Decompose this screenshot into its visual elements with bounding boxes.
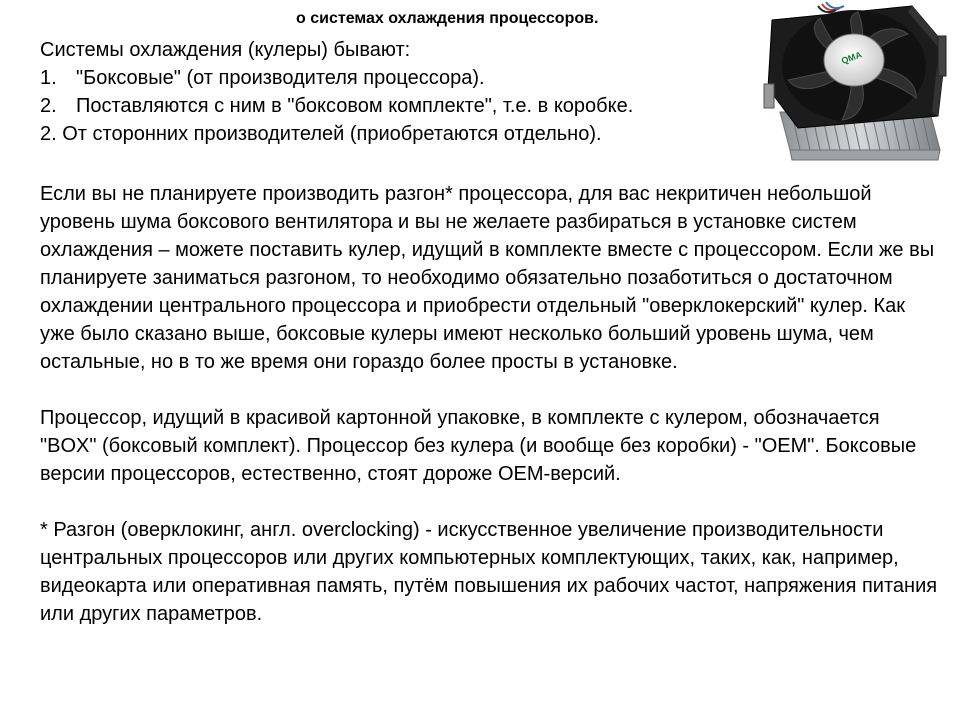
- fan-wires: [818, 2, 844, 12]
- list-item-number: 2.: [40, 95, 57, 117]
- list-item: [40, 92, 780, 120]
- intro-list: [40, 36, 780, 148]
- list-item-text: Поставляются с ним в "боксовом комплекте", т.е. в коробке.: [76, 95, 634, 117]
- cpu-cooler-image: [762, 0, 948, 172]
- fan-hub: [824, 34, 884, 86]
- list-item-number: 1.: [40, 67, 57, 89]
- slide-title: о системах охлаждения процессоров.: [296, 10, 599, 27]
- list-item: [40, 64, 780, 92]
- intro-lead: Системы охлаждения (кулеры) бывают:: [40, 39, 411, 61]
- paragraph-footnote: * Разгон (оверклокинг, англ. overclocking) - искусственное увеличение производительности центральных процессоров или других компьютерных комплектующих, таких, как, например, видеокарта или оперативная память, путём повышения их рабочих частот, напряжения питания или других параметров.: [40, 519, 938, 625]
- body-text: [40, 180, 940, 656]
- paragraph-overclocking-advice: Если вы не планируете производить разгон* процессора, для вас некритичен небольшой уровень шума боксового вентилятора и вы не желаете разбираться в установке систем охлаждения – можете поставить кулер, идущий в комплекте вместе с процессором. Если же вы планируете заниматься разгоном, то необходимо обязательно позаботиться о достаточном охлаждении центрального процессора и приобрести отдельный "оверклокерский" кулер. Как уже было сказано выше, боксовые кулеры имеют несколько больший уровень шума, чем остальные, но в то же время они гораздо более просты в установке.: [40, 183, 935, 373]
- list-item-text: "Боксовые" (от производителя процессора).: [76, 67, 485, 89]
- paragraph-box-vs-oem: Процессор, идущий в красивой картонной упаковке, в комплекте с кулером, обозначается "BOX" (боксовый комплект). Процессор без кулера (и вообще без коробки) - "OEM". Боксовые версии процессоров, естественно, стоят дороже OEM-версий.: [40, 407, 917, 485]
- cooler-logo: QMA: [839, 49, 864, 66]
- list-item-third: 2. От сторонних производителей (приобретаются отдельно).: [40, 123, 602, 145]
